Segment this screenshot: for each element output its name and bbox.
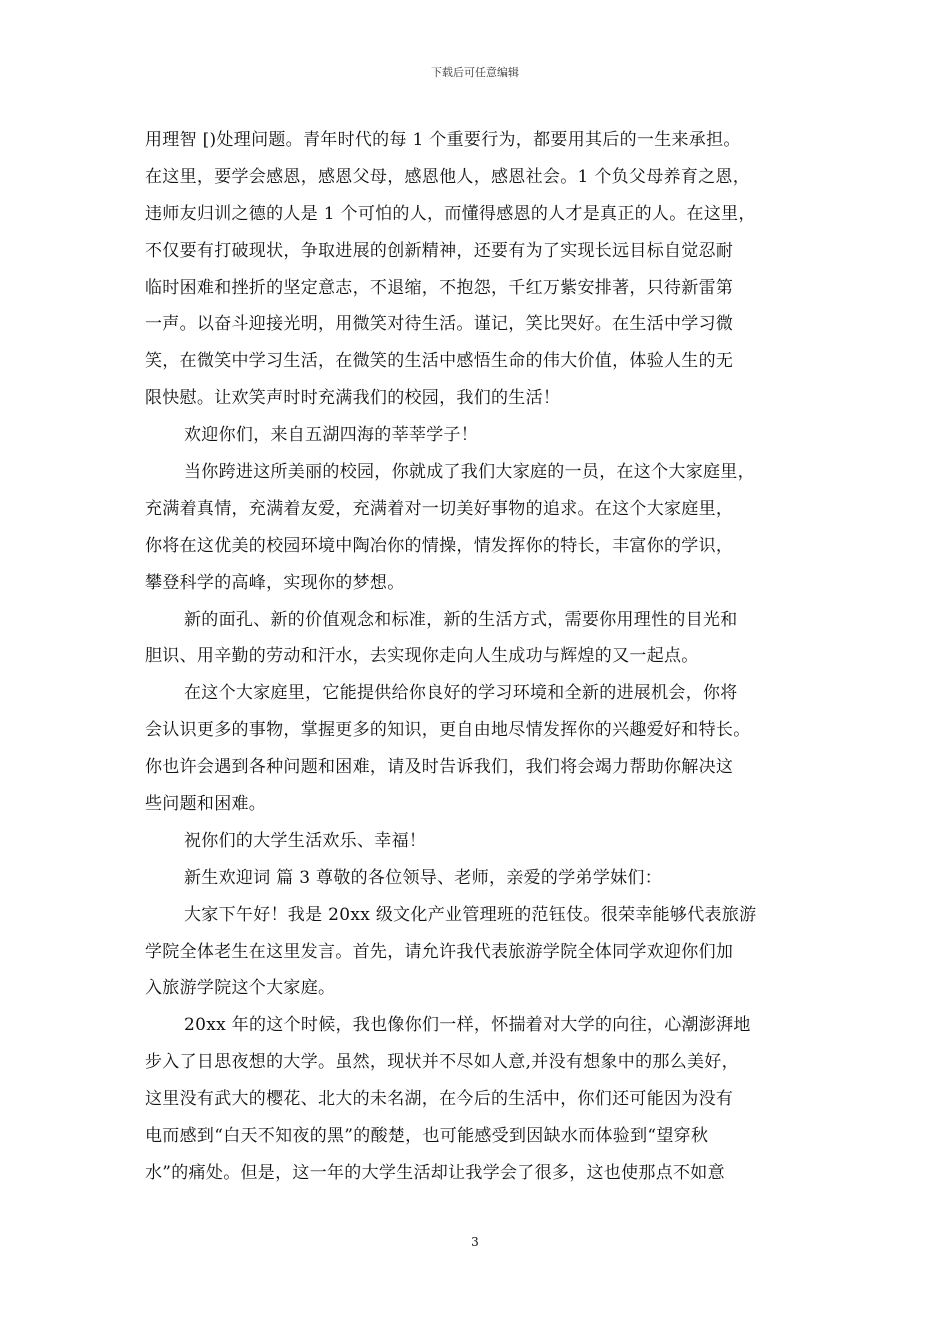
page-number: 3 [471, 1235, 479, 1249]
text-line: 充满着真情，充满着友爱，充满着对一切美好事物的追求。在这个大家庭里， [145, 498, 734, 519]
page-header: 下载后可任意编辑 [431, 66, 519, 79]
text-line: 20xx 年的这个时候，我也像你们一样，怀揣着对大学的向往，心潮澎湃地 [184, 1015, 751, 1036]
text-line: 胆识、用辛勤的劳动和汗水，去实现你走向人生成功与辉煌的又一起点。 [145, 646, 699, 667]
text-line: 新生欢迎词 篇 3 尊敬的各位领导、老师，亲爱的学弟学妹们： [184, 867, 663, 888]
text-line: 不仅要有打破现状，争取进展的创新精神，还要有为了实现长远目标自觉忍耐 [145, 240, 734, 261]
text-line: 这里没有武大的樱花、北大的未名湖，在今后的生活中，你们还可能因为没有 [145, 1089, 734, 1110]
text-line: 新的面孔、新的价值观念和标准，新的生活方式，需要你用理性的目光和 [184, 609, 738, 630]
text-line: 水”的痛处。但是，这一年的大学生活却让我学会了很多，这也使那点不如意 [145, 1162, 725, 1183]
text-line: 大家下午好！我是 20xx 级文化产业管理班的范钰伎。很荣幸能够代表旅游 [184, 904, 757, 925]
text-line: 笑，在微笑中学习生活，在微笑的生活中感悟生命的伟大价值，体验人生的无 [145, 351, 734, 372]
text-line: 电而感到“白天不知夜的黑”的酸楚，也可能感受到因缺水而体验到“望穿秋 [145, 1126, 709, 1147]
text-line: 祝你们的大学生活欢乐、幸福！ [184, 830, 427, 851]
text-line: 步入了日思夜想的大学。虽然，现状并不尽如人意,并没有想象中的那么美好， [145, 1052, 739, 1073]
text-line: 用理智 [)处理问题。青年时代的每 1 个重要行为，都要用其后的一生来承担。 [145, 130, 741, 150]
text-line: 你将在这优美的校园环境中陶冶你的情操，情发挥你的特长，丰富你的学识， [145, 535, 734, 556]
text-line: 违师友归训之德的人是 1 个可怕的人，而懂得感恩的人才是真正的人。在这里， [145, 203, 756, 224]
text-line: 会认识更多的事物，掌握更多的知识，更自由地尽情发挥你的兴趣爱好和特长。 [145, 720, 751, 741]
text-line: 当你跨进这所美丽的校园，你就成了我们大家庭的一员，在这个大家庭里， [184, 462, 755, 483]
text-line: 你也许会遇到各种问题和困难，请及时告诉我们，我们将会竭力帮助你解决这 [145, 757, 734, 778]
text-line: 在这里，要学会感恩，感恩父母，感恩他人，感恩社会。1 个负父母养育之恩， [145, 166, 751, 187]
text-line: 欢迎你们，来自五湖四海的莘莘学子！ [184, 425, 479, 446]
text-line: 攀登科学的高峰，实现你的梦想。 [145, 572, 405, 593]
text-line: 一声。以奋斗迎接光明，用微笑对待生活。谨记，笑比哭好。在生活中学习微 [145, 314, 734, 335]
text-line: 学院全体老生在这里发言。首先，请允许我代表旅游学院全体同学欢迎你们加 [145, 941, 734, 962]
text-line: 些问题和困难。 [145, 794, 267, 815]
text-line: 临时困难和挫折的坚定意志，不退缩，不抱怨，千红万紫安排著，只待新雷第 [145, 277, 734, 298]
text-line: 入旅游学院这个大家庭。 [145, 978, 336, 999]
text-line: 限快慰。让欢笑声时时充满我们的校园，我们的生活！ [145, 388, 561, 409]
document-body [145, 122, 825, 1192]
text-line: 在这个大家庭里，它能提供给你良好的学习环境和全新的进展机会，你将 [184, 683, 738, 704]
